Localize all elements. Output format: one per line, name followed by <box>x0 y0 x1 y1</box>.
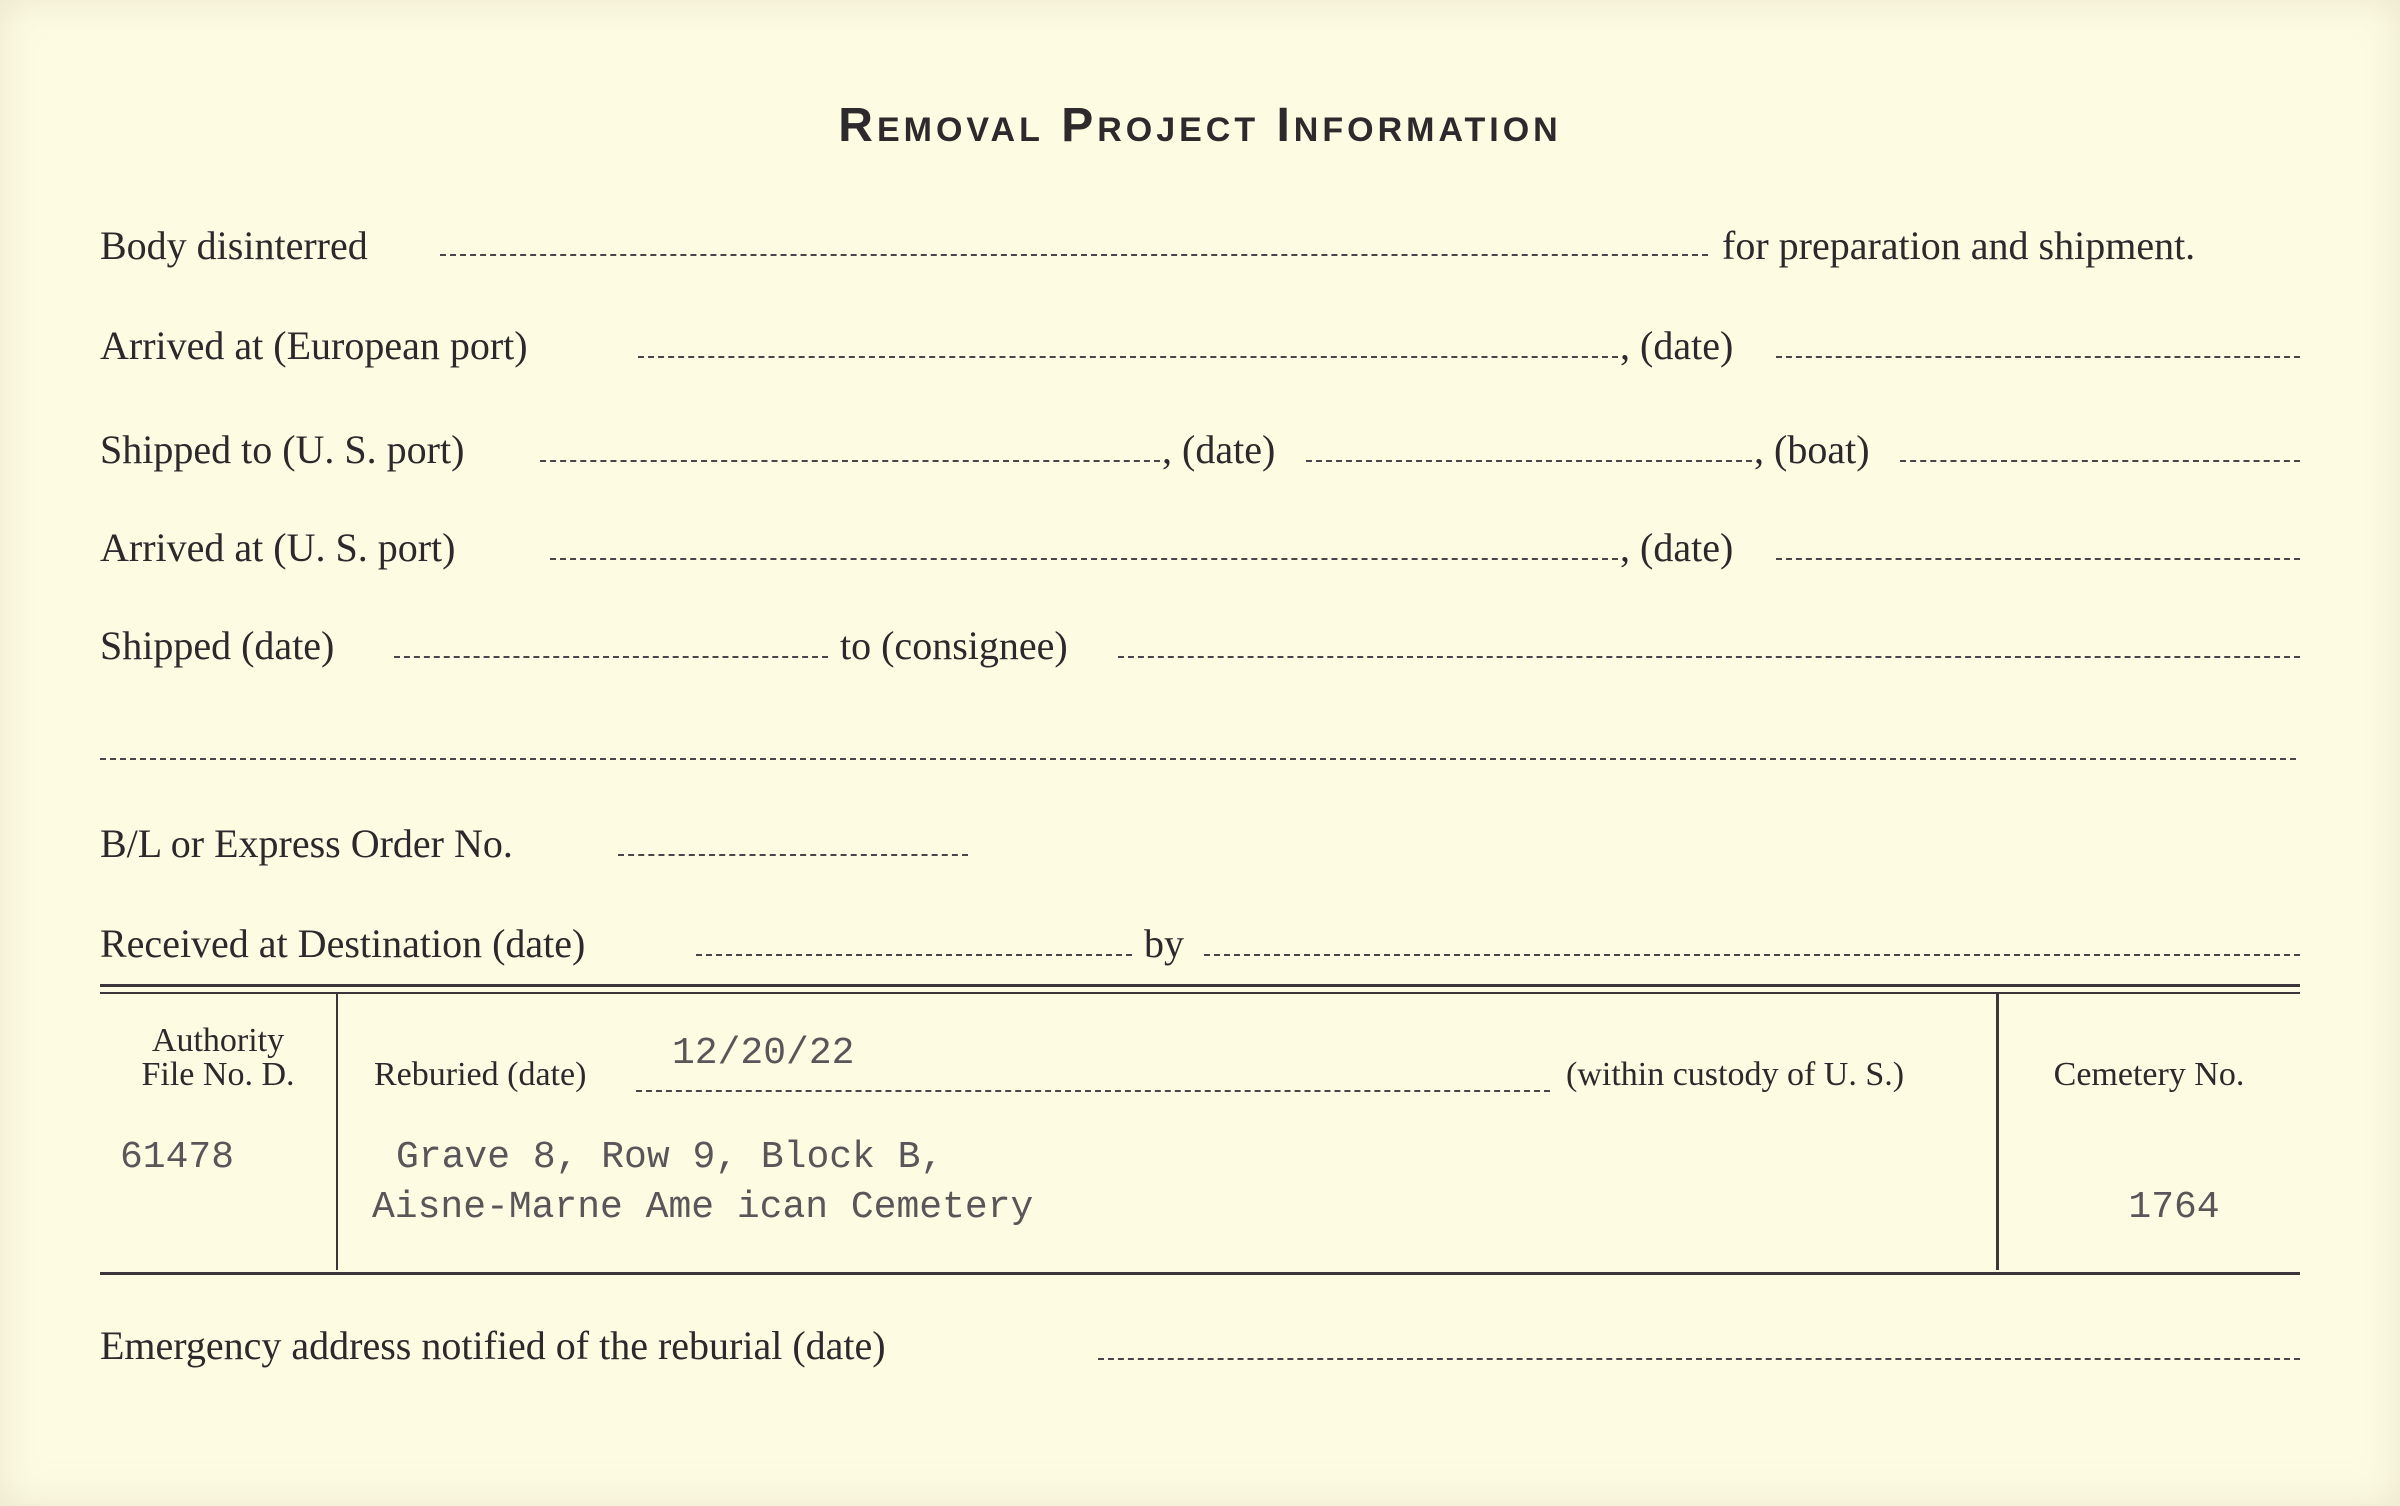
authority-label <box>100 1024 336 1092</box>
to-consignee-label: to (consignee) <box>840 623 1068 668</box>
arrived-european-date-label: , (date) <box>1620 323 1734 368</box>
received-destination-label: Received at Destination (date) <box>100 921 586 966</box>
boat-label: , (boat) <box>1754 427 1870 472</box>
arrived-us-port-label: Arrived at (U. S. port) <box>100 525 456 570</box>
body-disinterred-label: Body disinterred <box>100 223 368 268</box>
cemetery-number-label: Cemetery No. <box>2053 1056 2245 1093</box>
emergency-address-line <box>1098 1358 2300 1360</box>
arrived-european-date-line <box>1776 356 2300 358</box>
received-destination-line <box>696 954 1132 956</box>
custody-label: (within custody of U. S.) <box>1566 1056 1905 1093</box>
arrived-us-port-line <box>550 558 1618 560</box>
shipped-us-port-line <box>540 460 1160 462</box>
arrived-us-date-label: , (date) <box>1620 525 1734 570</box>
arrived-us-date-line <box>1776 558 2300 560</box>
by-line <box>1204 954 2300 956</box>
consignee-line <box>1118 656 2300 658</box>
bl-order-line <box>618 854 968 856</box>
box-bottom-rule <box>100 1272 2300 1275</box>
reburied-date-value: 12/20/22 <box>672 1032 855 1075</box>
authority-file-number: 61478 <box>120 1136 235 1179</box>
grave-location-line1: Grave 8, Row 9, Block B, <box>396 1136 944 1179</box>
shipped-date-row-label: Shipped (date) <box>100 623 335 668</box>
body-disinterred-line <box>440 254 1708 256</box>
box-top-rule-inner <box>100 992 2300 994</box>
authority-label-line2: File No. D. <box>141 1056 295 1093</box>
arrived-european-label: Arrived at (European port) <box>100 323 528 368</box>
by-label: by <box>1144 921 1184 966</box>
box-divider-left <box>336 994 338 1270</box>
for-preparation-label: for preparation and shipment. <box>1722 223 2196 268</box>
card-title: Removal Project Information <box>838 99 1562 152</box>
emergency-address-label: Emergency address notified of the reburial (date) <box>100 1323 886 1368</box>
shipped-date-row-line <box>394 656 828 658</box>
cemetery-number-value: 1764 <box>2128 1186 2220 1229</box>
arrived-european-line <box>638 356 1618 358</box>
reburied-date-line <box>636 1090 1550 1092</box>
box-top-rule <box>100 984 2300 987</box>
boat-line <box>1900 460 2300 462</box>
shipped-us-port-label: Shipped to (U. S. port) <box>100 427 465 472</box>
authority-label-line1: Authority <box>151 1022 285 1059</box>
shipped-date-label: , (date) <box>1162 427 1276 472</box>
bl-order-label: B/L or Express Order No. <box>100 821 513 866</box>
grave-location-line2: Aisne-Marne Ame ican Cemetery <box>372 1186 1034 1229</box>
consignee-continuation-line <box>100 758 2296 760</box>
shipped-date-line <box>1306 460 1752 462</box>
reburied-date-label: Reburied (date) <box>374 1056 587 1093</box>
